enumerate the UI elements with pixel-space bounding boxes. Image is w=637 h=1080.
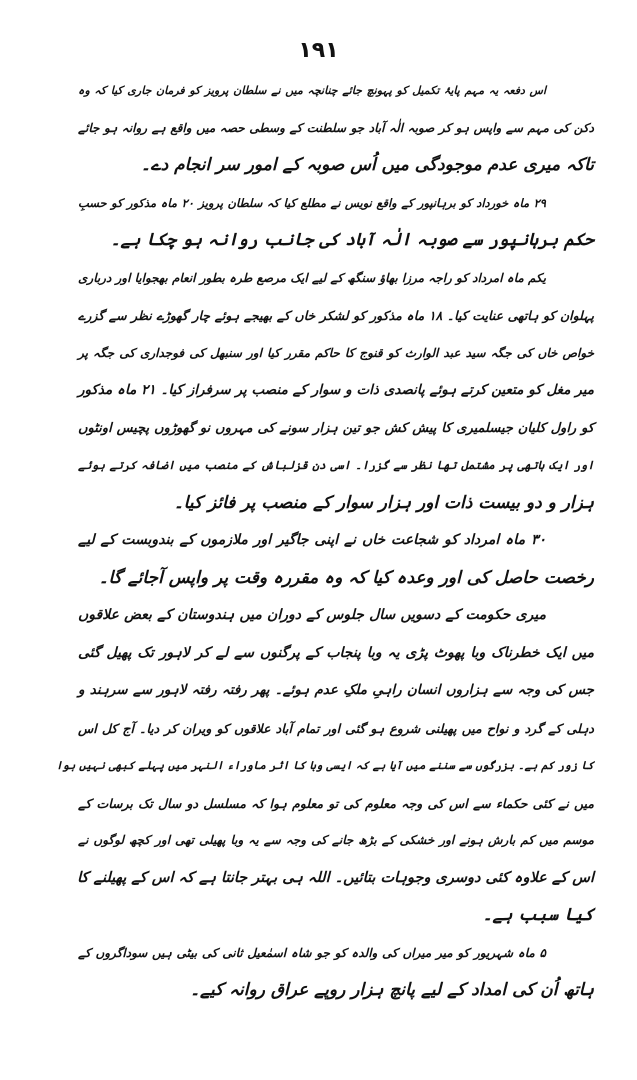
text-line: ۲۹ ماہ خورداد کو برہانپور کے واقع نویس نے مطلع کیا کہ سلطان پرویز ۲۰ ماہ مذکور کو حسبِ [78,195,546,210]
text-line: رخصت حاصل کی اور وعدہ کیا کہ وہ مقررہ وقت پر واپس آجائے گا۔ [98,567,594,588]
text-line: میں ایک خطرناک وبا پھوٹ پڑی یہ وبا پنجاب کے پرگنوں سے لے کر لاہور تک پھیل گئی [78,644,594,661]
paragraph [78,935,594,1010]
page-number: ١٩١ [298,38,339,63]
text-line: ۳۰ ماہ امرداد کو شجاعت خاں نے اپنی جاگیر اور ملازموں کے بندوبست کے لیے [78,532,546,548]
text-line: کا زور کم ہے۔ بزرگوں سے سننے میں آیا ہے کہ ایسی وبا کا اثر ماوراء النہر میں پہلے کبھی نہیں ہوا [55,759,594,772]
page-body-text [55,72,594,1010]
text-line: تاکہ میری عدم موجودگی میں اُس صوبہ کے امور سر انجام دے۔ [140,155,594,175]
text-line: کیا سبب ہے۔ [482,905,594,925]
paragraph [78,72,594,185]
text-line: پہلوان کو ہاتھی عنایت کیا۔ ۱۸ ماہ مذکور کو لشکر خاں کے بھیجے ہوئے چار گھوڑے نظر سے گزرے [78,308,594,323]
text-line: اس کے علاوہ کئی دوسری وجوہات بتائیں۔ اللہ ہی بہتر جانتا ہے کہ اس کے پھیلنے کا [77,869,594,886]
text-line: اور ایک ہاتھی پر مشتمل تھا نظر سے گزرا۔ اسی دن قزلباش کے منصب میں اضافہ کرتے ہوئے [78,458,594,472]
text-line: ہاتھ اُن کی امداد کے لیے پانچ ہزار روپے عراق روانہ کیے۔ [190,980,594,1000]
text-line: ہزار و دو بیست ذات اور ہزار سوار کے منصب پر فائز کیا۔ [173,492,594,513]
paragraph [78,185,594,260]
text-line: میر مغل کو متعین کرتے ہوئے پانصدی ذات و سوار کے منصب پر سرفراز کیا۔ ۲۱ ماہ مذکور [78,382,594,398]
paragraph [78,260,594,523]
text-line: حکم برہانپور سے صوبہ الٰہ آباد کی جانب روانہ ہو چکا ہے۔ [110,230,594,250]
text-line: اس دفعہ یہ مہم پایۂ تکمیل کو پہونچ جائے چنانچہ میں نے سلطان پرویز کو فرمان جاری کیا کہ وہ [78,84,546,97]
text-line: جس کی وجہ سے ہزاروں انسان راہیِ ملکِ عدم ہوئے۔ پھر رفتہ رفتہ لاہور سے سرہند و [78,682,594,698]
text-line: میری حکومت کے دسویں سال جلوس کے دوران میں ہندوستان کے بعض علاقوں [78,607,546,623]
text-line: میں نے کئی حکماء سے اس کی وجہ معلوم کی تو معلوم ہوا کہ مسلسل دو سال تک برسات کے [78,795,594,811]
text-line: موسم میں کم بارش ہونے اور خشکی کے بڑھ جانے کی وجہ سے یہ وبا پھیلی تھی اور کچھ لوگوں نے [78,833,594,847]
text-line: دہلی کے گرد و نواح میں پھیلنی شروع ہو گئی اور تمام آباد علاقوں کو ویران کر دیا۔ آج کل اس [78,720,594,736]
paragraph [55,597,594,935]
text-line: یکم ماہ امرداد کو راجہ مرزا بھاؤ سنگھ کے لیے ایک مرصع طرہ بطور انعام بھجوایا اور درباری [78,270,546,285]
text-line: خواص خاں کی جگہ سید عبد الوارث کو قنوج کا حاکم مقرر کیا اور سنبھل کی فوجداری کی جگہ پر [78,345,594,360]
text-line: دکن کی مہم سے واپس ہو کر صوبہ الٰہ آباد جو سلطنت کے وسطی حصہ میں واقع ہے روانہ ہو جائے [78,120,594,135]
paragraph [78,522,594,597]
text-line: کو راول کلیان جیسلمیری کا پیش کش جو تین ہزار سونے کی مہروں نو گھوڑوں پچیس اونٹوں [78,420,594,436]
text-line: ۵ ماہ شہریور کو میر میراں کی والدہ کو جو شاہ اسمٰعیل ثانی کی بیٹی ہیں سوداگروں کے [78,945,546,960]
